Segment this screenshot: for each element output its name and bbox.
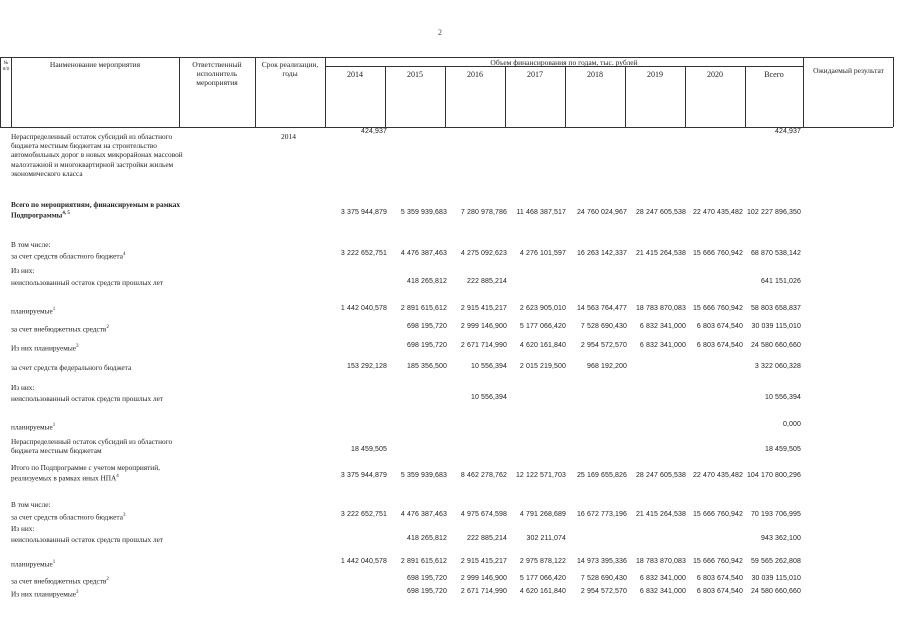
footnote-mark: 4	[122, 252, 126, 257]
year-2017: 2017	[527, 70, 543, 79]
value-cell: 3 375 944,879	[340, 472, 387, 480]
value-cell: 6 803 674,540	[696, 323, 743, 330]
year-2015: 2015	[407, 70, 423, 79]
footnote-mark: 1	[52, 307, 56, 312]
value-cell: 222 885,214	[466, 535, 507, 542]
value-cell: 30 039 115,010	[751, 323, 801, 330]
value-cell: 2 891 615,612	[400, 305, 447, 312]
row-term: 2014	[281, 132, 296, 141]
value-cell: 18 459,505	[350, 446, 387, 454]
row-label-text: за счет средств областного бюджета	[11, 251, 123, 261]
value-cell: 10 556,394	[470, 363, 507, 370]
value-cell: 2 954 572,570	[580, 342, 627, 349]
row-label	[11, 240, 189, 249]
value-cell: 2 915 415,217	[460, 305, 507, 312]
value-cell: 4 620 161,840	[519, 342, 566, 349]
header-result: Ожидаемый результат	[813, 66, 884, 75]
value-cell: 968 192,200	[586, 363, 627, 370]
value-cell: 698 195,720	[406, 575, 447, 582]
value-cell: 641 151,026	[760, 278, 801, 285]
value-cell: 12 122 571,703	[515, 472, 566, 480]
value-cell: 2 015 219,500	[519, 363, 566, 370]
row-label-text: Из них планируемые	[11, 589, 76, 599]
value-cell: 24 760 024,967	[576, 209, 627, 217]
footnote-mark: 3	[122, 513, 126, 518]
row-label	[11, 266, 189, 275]
row-label	[11, 535, 189, 544]
value-cell: 7 280 978,786	[460, 209, 507, 217]
value-cell: 18 783 870,083	[635, 558, 686, 565]
value-cell: 22 470 435,482	[692, 472, 743, 480]
row-label-text: за счет средств федерального бюджета	[11, 363, 132, 372]
value-cell: 2 999 146,900	[460, 323, 507, 330]
row-label-text: за счет внебюджетных средств	[11, 324, 107, 334]
value-cell: 4 791 268,689	[519, 511, 566, 518]
value-cell: 104 170 800,296	[746, 472, 801, 480]
value-cell: 0,000	[782, 421, 801, 428]
row-label	[11, 524, 189, 533]
value-cell: 2 999 146,900	[460, 575, 507, 582]
row-label-text: планируемые	[11, 306, 53, 316]
value-cell: 153 292,128	[346, 363, 387, 370]
row-label	[11, 463, 189, 483]
value-cell: 5 177 066,420	[519, 575, 566, 582]
value-cell: 4 275 092,623	[460, 250, 507, 257]
footnote-mark: 1	[52, 423, 56, 428]
value-cell: 222 885,214	[466, 278, 507, 285]
value-cell: 2 975 878,122	[519, 558, 566, 565]
row-label	[11, 250, 189, 261]
row-label-text: за счет внебюджетных средств	[11, 576, 107, 586]
row-label	[11, 437, 189, 455]
value-cell: 15 666 760,942	[692, 305, 743, 312]
row-label	[11, 363, 189, 372]
value-cell: 4 975 674,598	[460, 511, 507, 518]
value-cell: 7 528 690,430	[580, 575, 627, 582]
row-label-text: Всего по мероприятиям, финансируемым в рамках Подпрограммы	[11, 200, 181, 220]
row-label	[11, 588, 189, 599]
value-cell: 302 211,074	[526, 535, 566, 542]
value-cell: 16 672 773,196	[576, 511, 627, 518]
value-cell: 16 263 142,337	[576, 250, 627, 257]
value-cell: 6 803 674,540	[696, 342, 743, 349]
value-cell: 22 470 435,482	[692, 209, 743, 217]
value-cell: 424,937	[774, 128, 801, 135]
value-cell: 3 222 652,751	[340, 250, 387, 257]
year-total: Всего	[764, 70, 784, 79]
year-2020: 2020	[707, 70, 723, 79]
value-cell: 185 356,500	[406, 363, 447, 370]
value-cell: 15 666 760,942	[692, 250, 743, 257]
value-cell: 6 803 674,540	[696, 588, 743, 595]
value-cell: 698 195,720	[406, 588, 447, 595]
row-label	[11, 511, 189, 522]
value-cell: 6 832 341,000	[639, 342, 686, 349]
row-label	[11, 132, 189, 178]
value-cell: 698 195,720	[406, 323, 447, 330]
row-label-text: планируемые	[11, 422, 53, 432]
row-label-text: планируемые	[11, 559, 53, 569]
row-label	[11, 323, 189, 334]
value-cell: 6 832 341,000	[639, 323, 686, 330]
value-cell: 4 620 161,840	[519, 588, 566, 595]
value-cell: 15 666 760,942	[692, 511, 743, 518]
value-cell: 10 556,394	[470, 394, 507, 401]
row-label	[11, 200, 189, 220]
footnote-mark: 2	[106, 325, 109, 330]
value-cell: 3 322 060,328	[754, 363, 801, 370]
value-cell: 4 276 101,597	[519, 250, 566, 257]
year-2019: 2019	[647, 70, 663, 79]
value-cell: 5 177 066,420	[519, 323, 566, 330]
value-cell: 28 247 605,538	[635, 209, 686, 217]
row-label	[11, 421, 189, 432]
row-label	[11, 278, 189, 287]
row-label-text: за счет средств областного бюджета	[11, 512, 123, 522]
row-label-text: Из них:	[11, 383, 35, 392]
row-label-text: неиспользованный остаток средств прошлых лет	[11, 278, 164, 287]
row-label-text: В том числе:	[11, 240, 51, 249]
value-cell: 6 832 341,000	[639, 575, 686, 582]
footnote-mark: 4	[116, 474, 119, 480]
value-cell: 70 193 706,995	[750, 511, 801, 518]
row-label	[11, 575, 189, 586]
value-cell: 2 954 572,570	[580, 588, 627, 595]
value-cell: 4 476 387,463	[400, 511, 447, 518]
year-2014: 2014	[347, 70, 363, 79]
value-cell: 1 442 040,578	[340, 558, 387, 565]
value-cell: 28 247 605,538	[635, 472, 686, 480]
value-cell: 698 195,720	[406, 342, 447, 349]
value-cell: 2 671 714,990	[460, 342, 507, 349]
page-number: 2	[438, 28, 442, 37]
footnote-mark: 1	[52, 560, 56, 565]
value-cell: 2 671 714,990	[460, 588, 507, 595]
footnote-mark: 3	[75, 590, 79, 595]
row-label-text: Из них:	[11, 524, 35, 533]
header-volume: Объем финансирования по годам, тыс. рублей	[490, 58, 638, 67]
value-cell: 418 265,812	[406, 278, 447, 285]
row-label-text: Нераспределенный остаток субсидий из областного бюджета местным бюджетам	[11, 437, 173, 456]
header-num: № п/п	[2, 61, 10, 72]
year-2016: 2016	[467, 70, 483, 79]
row-label	[11, 342, 189, 353]
value-cell: 18 459,505	[764, 446, 801, 454]
value-cell: 2 891 615,612	[400, 558, 447, 565]
value-cell: 7 528 690,430	[580, 323, 627, 330]
value-cell: 10 556,394	[764, 394, 801, 401]
value-cell: 15 666 760,942	[692, 558, 743, 565]
value-cell: 18 783 870,083	[635, 305, 686, 312]
value-cell: 5 359 939,683	[400, 472, 447, 480]
footnote-mark: 4, 5	[62, 211, 70, 217]
header-name: Наименование мероприятия	[49, 60, 141, 69]
header-executor: Ответственный исполнитель мероприятия	[192, 60, 242, 87]
value-cell: 4 476 387,463	[400, 250, 447, 257]
year-2018: 2018	[587, 70, 603, 79]
value-cell: 6 832 341,000	[639, 588, 686, 595]
value-cell: 21 415 264,538	[635, 511, 686, 518]
row-label-text: Нераспределенный остаток субсидий из областного бюджета местным бюджетам на строительство автомобильных дорог в новых микрорайонах массовой малоэтажной и многоквартирной застройки жильем экономического класса	[11, 132, 183, 178]
value-cell: 14 973 395,336	[576, 558, 627, 565]
row-label-text: Из них планируемые	[11, 343, 76, 353]
header-term: Срок реализации, годы	[261, 60, 319, 78]
value-cell: 424,937	[360, 128, 387, 135]
value-cell: 11 468 387,517	[516, 209, 566, 217]
value-cell: 5 359 939,683	[400, 209, 447, 217]
value-cell: 2 623 905,010	[519, 305, 566, 312]
value-cell: 24 580 660,660	[750, 588, 801, 595]
footnote-mark: 3	[75, 344, 79, 349]
value-cell: 21 415 264,538	[635, 250, 686, 257]
value-cell: 1 442 040,578	[340, 305, 387, 312]
value-cell: 25 169 655,826	[576, 472, 627, 480]
value-cell: 3 222 652,751	[340, 511, 387, 518]
value-cell: 59 565 262,808	[750, 558, 801, 565]
value-cell: 3 375 944,879	[340, 209, 387, 217]
value-cell: 24 580 660,660	[750, 342, 801, 349]
value-cell: 102 227 896,350	[746, 209, 801, 217]
value-cell: 6 803 674,540	[696, 575, 743, 582]
row-label-text: Итого по Подпрограмме с учетом мероприятий, реализуемых в рамках иных НПА	[11, 463, 160, 483]
row-label-text: Из них:	[11, 266, 35, 275]
row-label	[11, 558, 189, 569]
row-label-text: неиспользованный остаток средств прошлых лет	[11, 394, 164, 403]
row-label	[11, 500, 189, 509]
value-cell: 2 915 415,217	[460, 558, 507, 565]
row-label-text: неиспользованный остаток средств прошлых лет	[11, 535, 164, 544]
row-label	[11, 394, 189, 403]
value-cell: 418 265,812	[406, 535, 447, 542]
value-cell: 14 563 764,477	[576, 305, 627, 312]
row-label	[11, 305, 189, 316]
value-cell: 68 870 538,142	[750, 250, 801, 257]
value-cell: 8 462 278,762	[460, 472, 507, 480]
row-label-text: В том числе:	[11, 500, 51, 509]
value-cell: 30 039 115,010	[751, 575, 801, 582]
footnote-mark: 2	[106, 577, 109, 582]
value-cell: 58 803 658,837	[750, 305, 801, 312]
value-cell: 943 362,100	[760, 535, 801, 542]
row-label	[11, 383, 189, 392]
